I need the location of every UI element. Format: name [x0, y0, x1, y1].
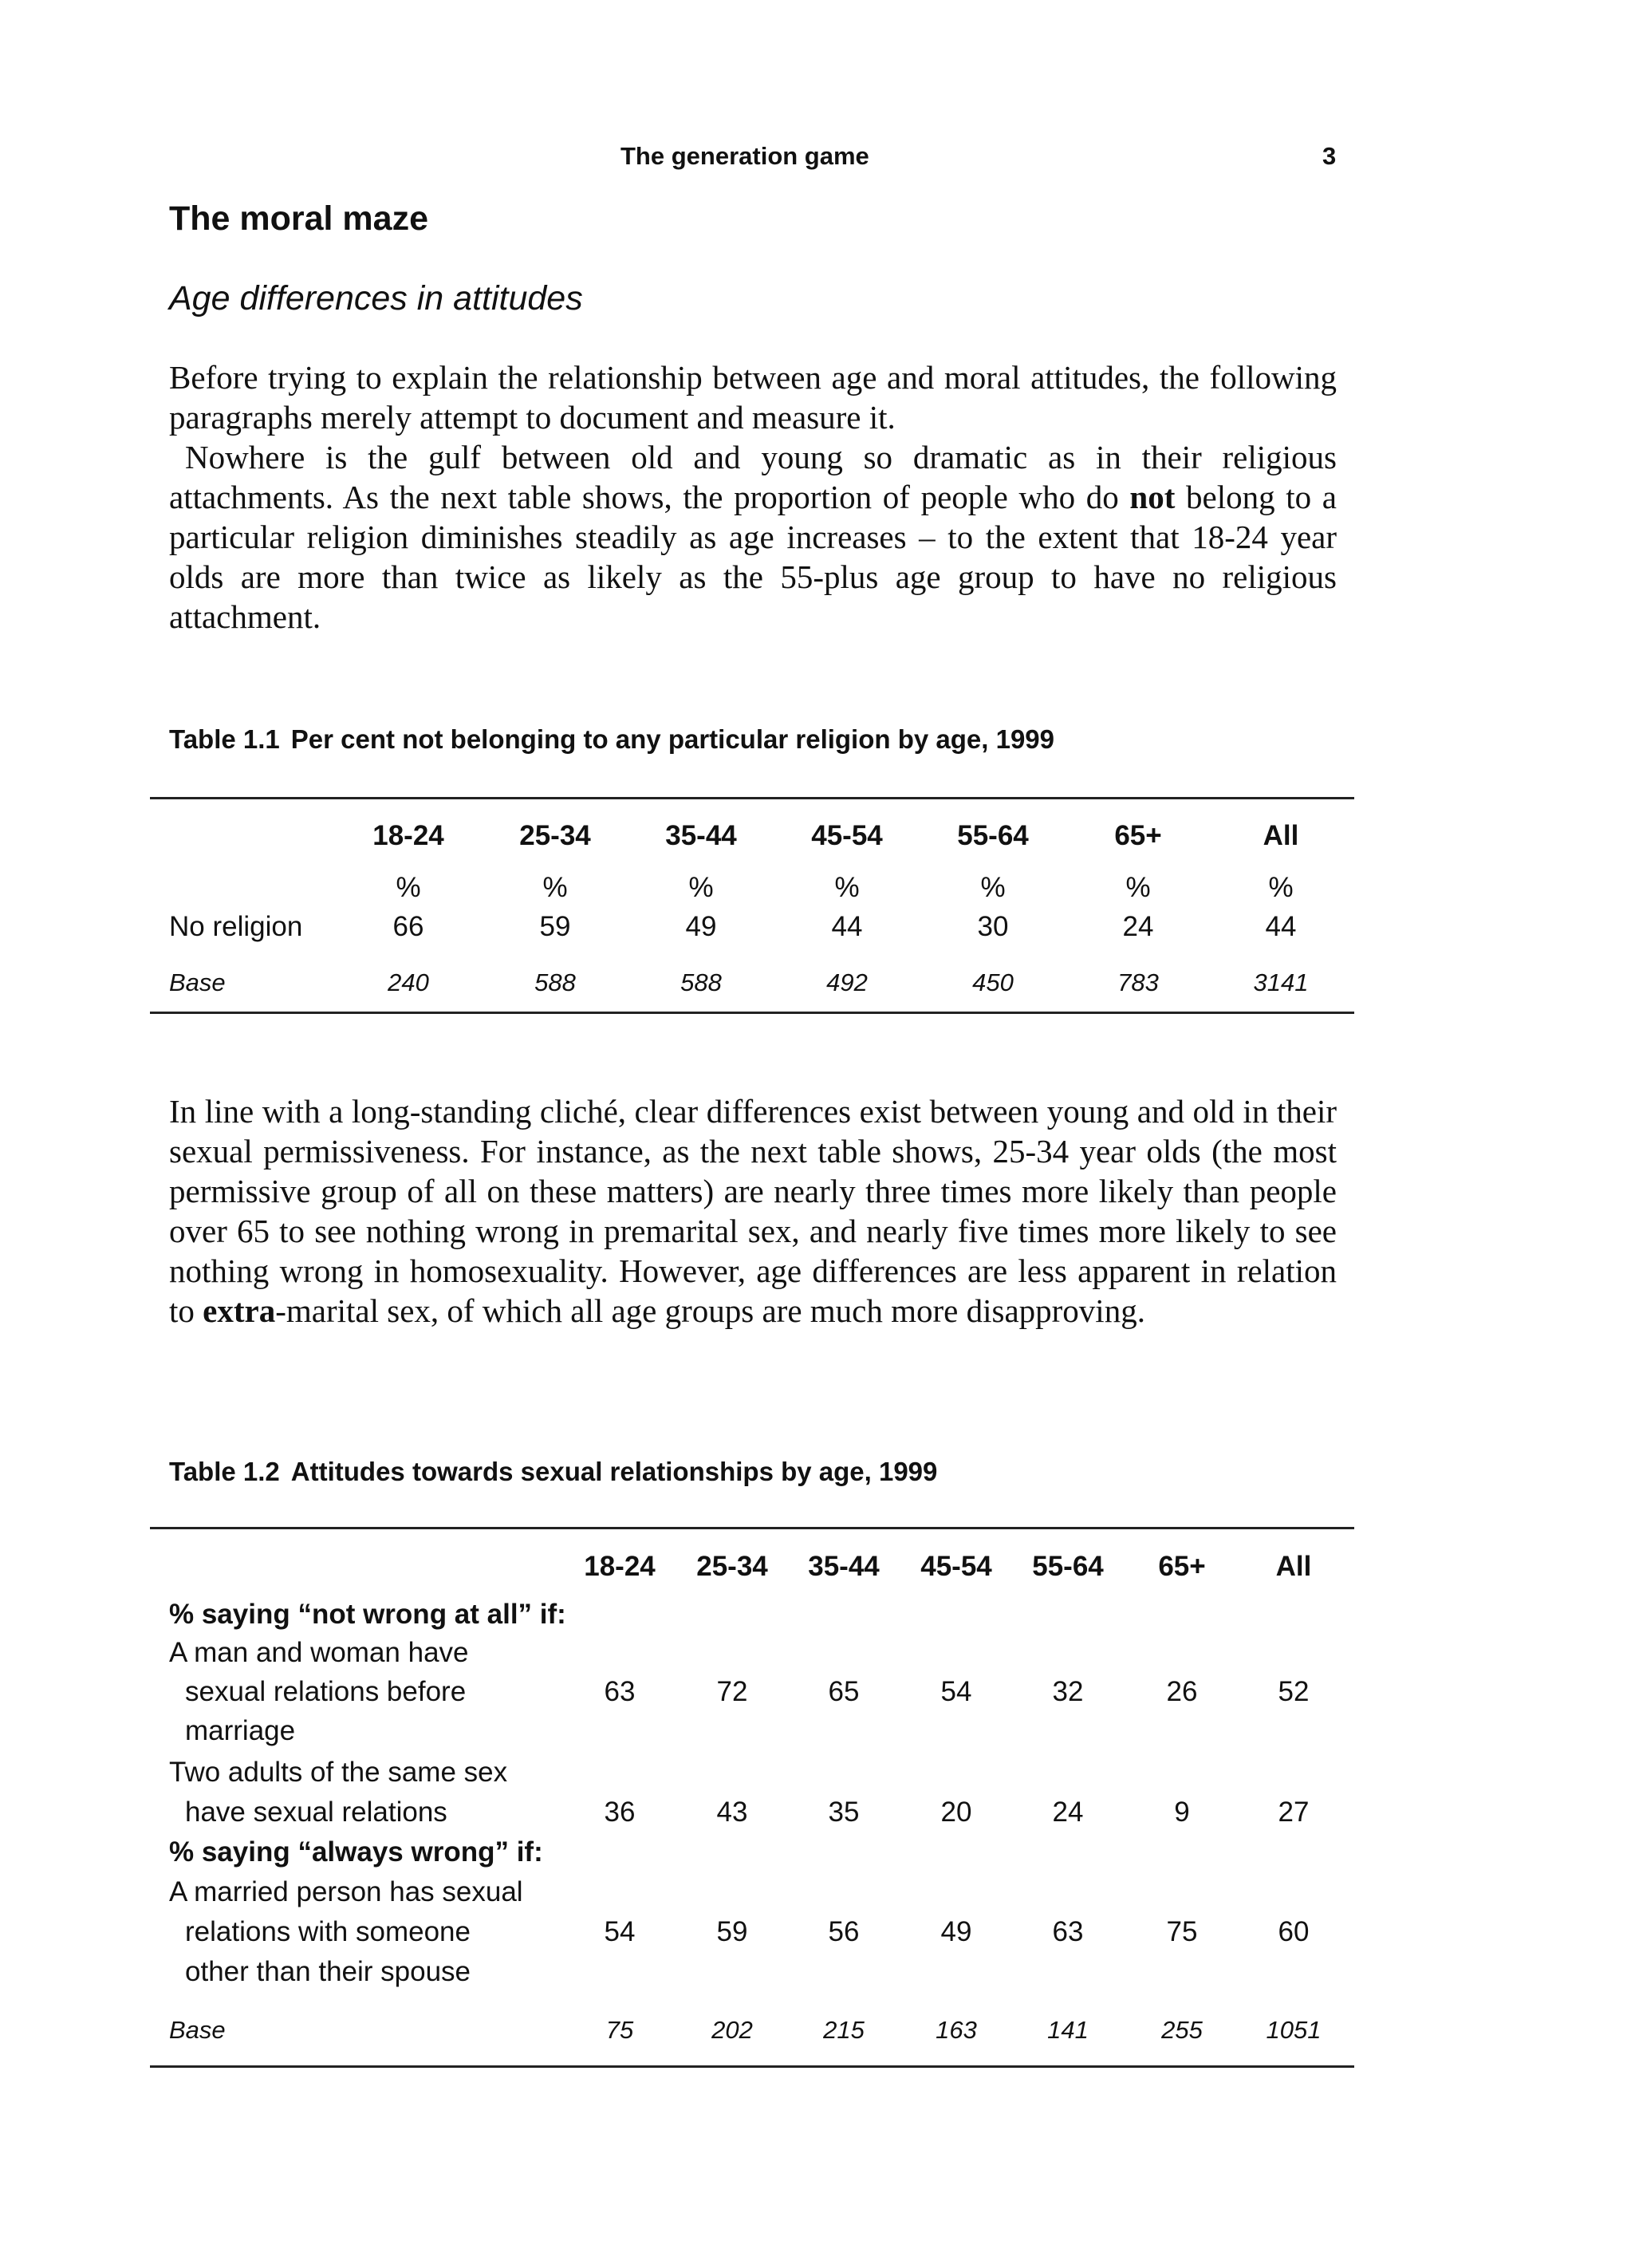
table2-col-header: 65+: [1158, 1551, 1206, 1582]
table1-row-label: No religion: [169, 911, 303, 942]
table2-base-cell: 141: [1047, 2016, 1089, 2044]
table2-group-heading: % saying “always wrong” if:: [169, 1836, 543, 1868]
table2-cell: 26: [1166, 1676, 1198, 1707]
table1-base-cell: 492: [826, 968, 868, 996]
paragraph-3: [169, 1091, 1337, 1331]
table1-base-cell: 240: [388, 968, 429, 996]
table2-col-header: 18-24: [584, 1551, 656, 1582]
table1-percent-sign: %: [688, 872, 714, 903]
table2-cell: 52: [1278, 1676, 1310, 1707]
table2-row-label: have sexual relations: [185, 1797, 447, 1828]
paragraph-2-text-a: Nowhere is the gulf between old and young so dramatic as in their religious attachments. As the next table shows, the proportion of people who do: [169, 439, 1337, 515]
table2-col-header: 35-44: [808, 1551, 880, 1582]
table1-col-header: 55-64: [957, 820, 1029, 851]
table2-base-cell: 163: [936, 2016, 977, 2044]
paragraph-3-text-b: -marital sex, of which all age groups are much more disapproving.: [275, 1292, 1145, 1329]
table2-col-header: All: [1275, 1551, 1312, 1582]
table2-row-label: Two adults of the same sex: [169, 1757, 508, 1788]
table2-cell: 27: [1278, 1797, 1310, 1828]
table1-col-header: 45-54: [811, 820, 883, 851]
table2-cell: 43: [716, 1797, 748, 1828]
table2-caption-text: Attitudes towards sexual relationships by age, 1999: [290, 1457, 938, 1486]
table1-base-cell: 588: [680, 968, 722, 996]
table1-base-cell: 450: [972, 968, 1014, 996]
table1-col-header: All: [1263, 820, 1299, 851]
table2-cell: 9: [1174, 1797, 1190, 1828]
table1-cell: 44: [831, 911, 863, 942]
table1-top-rule: [150, 797, 1354, 799]
paragraph-3-emphasis: extra: [203, 1292, 276, 1329]
table2-row-label: A married person has sexual: [169, 1876, 523, 1907]
table2-cell: 63: [1052, 1916, 1084, 1947]
table2-base-cell: 255: [1161, 2016, 1203, 2044]
table2-cell: 20: [940, 1797, 972, 1828]
table2-top-rule: [150, 1527, 1354, 1529]
table2-cell: 32: [1052, 1676, 1084, 1707]
table2-cell: 35: [828, 1797, 860, 1828]
table2-col-header: 55-64: [1032, 1551, 1104, 1582]
table1-base-cell: 588: [534, 968, 576, 996]
table1-cell: 30: [977, 911, 1009, 942]
paragraph-1: Before trying to explain the relationship between age and moral attitudes, the following paragraphs merely attempt to document and measure it.: [169, 359, 1337, 436]
table2-cell: 24: [1052, 1797, 1084, 1828]
table1-cell: 59: [539, 911, 571, 942]
table1-col-header: 65+: [1114, 820, 1162, 851]
table2-base-label: Base: [169, 2016, 226, 2044]
table2-cell: 54: [604, 1916, 636, 1947]
table1-base-cell: 3141: [1253, 968, 1309, 996]
table1-cell: 44: [1265, 911, 1297, 942]
table1-percent-sign: %: [834, 872, 860, 903]
paragraph-2-emphasis: not: [1129, 479, 1176, 515]
table1-caption-text: Per cent not belonging to any particular religion by age, 1999: [290, 724, 1055, 754]
table2-cell: 63: [604, 1676, 636, 1707]
table1-percent-sign: %: [542, 872, 568, 903]
table1-cell: 24: [1122, 911, 1154, 942]
table2-cell: 56: [828, 1916, 860, 1947]
body-paragraph-3: [169, 1091, 1337, 1331]
paragraph-2: [169, 437, 1337, 637]
table2-base-cell: 75: [605, 2016, 634, 2044]
table2-base-cell: 202: [711, 2016, 753, 2044]
table2-row-label: marriage: [185, 1715, 296, 1746]
paragraph-2-text-b: belong to a particular religion diminishes steadily as age increases – to the extent that 18-24 year olds are more than twice as likely as the 55-plus age group to have no religious attachment.: [169, 479, 1337, 635]
table1-cell: 49: [685, 911, 717, 942]
table2-base-cell: 215: [823, 2016, 865, 2044]
table1-label: Table 1.1: [169, 724, 280, 754]
table2-cell: 60: [1278, 1916, 1310, 1947]
table2-bottom-rule: [150, 2065, 1354, 2068]
table1-base-label: Base: [169, 968, 226, 996]
table2-row-label: A man and woman have: [169, 1637, 469, 1668]
table1-percent-sign: %: [1268, 872, 1294, 903]
table2-cell: 49: [940, 1916, 972, 1947]
table2-label: Table 1.2: [169, 1457, 280, 1486]
running-header-title: The generation game: [620, 142, 869, 170]
table1-caption: [169, 724, 1054, 755]
table2-row-label: relations with someone: [185, 1916, 471, 1947]
table2-cell: 59: [716, 1916, 748, 1947]
table1-col-header: 35-44: [665, 820, 737, 851]
table2-cell: 65: [828, 1676, 860, 1707]
table2-row-label: other than their spouse: [185, 1956, 471, 1987]
table2-cell: 75: [1166, 1916, 1198, 1947]
page-number: 3: [1322, 142, 1337, 170]
subsection-title: Age differences in attitudes: [169, 279, 583, 318]
table1-cell: 66: [392, 911, 424, 942]
table1-percent-sign: %: [980, 872, 1006, 903]
table2-col-header: 45-54: [920, 1551, 992, 1582]
intro-paragraphs: [169, 357, 1337, 637]
table2-caption: [169, 1457, 937, 1487]
table1-col-header: 18-24: [372, 820, 444, 851]
table1-percent-sign: %: [1125, 872, 1151, 903]
section-title: The moral maze: [169, 199, 428, 238]
table1-bottom-rule: [150, 1012, 1354, 1014]
table2-cell: 72: [716, 1676, 748, 1707]
table2-row-label: sexual relations before: [185, 1676, 467, 1707]
table1-base-cell: 783: [1117, 968, 1159, 996]
table2-cell: 54: [940, 1676, 972, 1707]
table1-percent-sign: %: [396, 872, 421, 903]
table2-group-heading: % saying “not wrong at all” if:: [169, 1599, 566, 1630]
table2-cell: 36: [604, 1797, 636, 1828]
table1-col-header: 25-34: [519, 820, 591, 851]
table2-col-header: 25-34: [696, 1551, 768, 1582]
paragraph-3-text-a: In line with a long-standing cliché, clear differences exist between young and old in their sexual permissiveness. For instance, as the next table shows, 25-34 year olds (the most permissive group of all on these matters) are nearly three times more likely than people over 65 to see nothing wrong in premarital sex, and nearly five times more likely to see nothing wrong in homosexuality. However, age differences are less apparent in relation to: [169, 1093, 1337, 1329]
table2-base-cell: 1051: [1266, 2016, 1322, 2044]
